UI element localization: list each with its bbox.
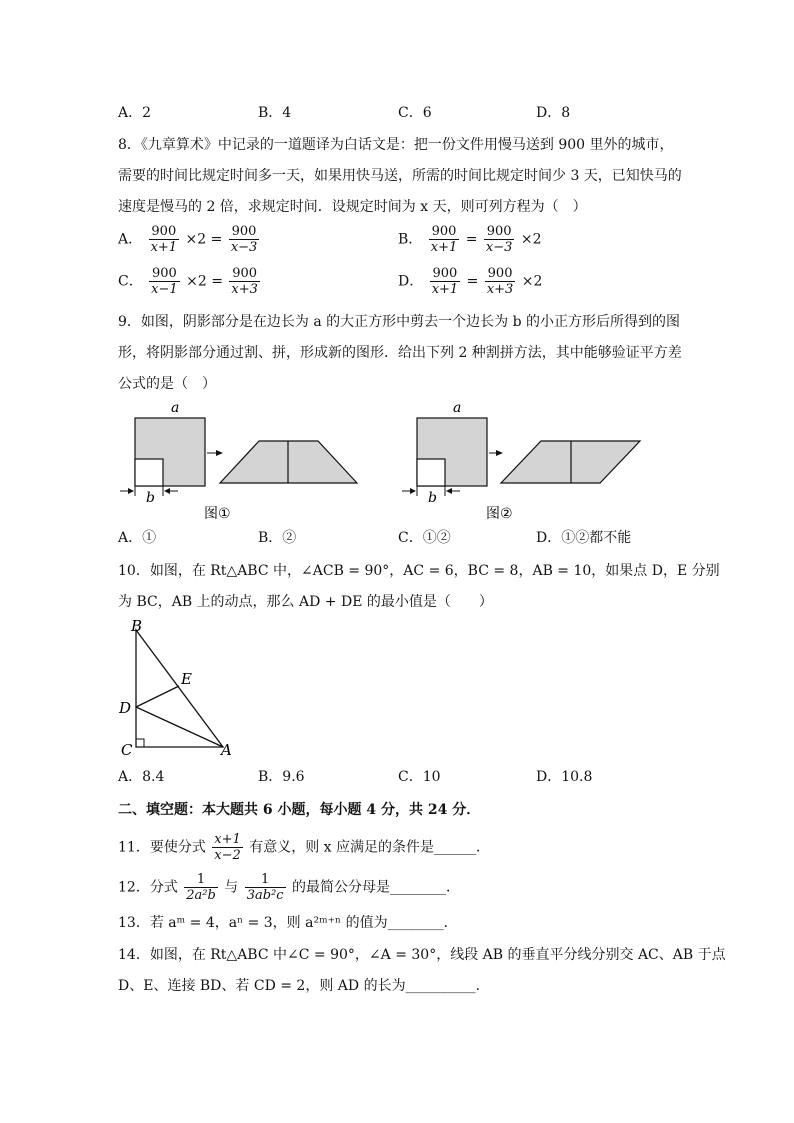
point-b-label: B (131, 617, 143, 635)
fraction (430, 266, 461, 297)
fraction (484, 224, 515, 255)
q12-fraction-1 (184, 872, 218, 903)
numerator: 900 (430, 266, 461, 282)
denominator: x+3 (486, 282, 514, 297)
fraction (485, 266, 516, 297)
q11-suffix: 有意义，则 x 应满足的条件是______． (249, 839, 491, 856)
q10-line-1: 10．如图，在 Rt△ABC 中，∠ACB = 90°，AC = 6，BC = 8，AB = 10，如果点 D，E 分别 (118, 563, 720, 579)
numerator: 900 (485, 266, 516, 282)
denominator: x−1 (151, 282, 178, 297)
small-square-cut (135, 459, 163, 486)
arrow-left-head (410, 488, 416, 494)
q12-prefix: 12．分式 (118, 879, 178, 896)
q8-option-b (398, 224, 541, 255)
q12-middle: 与 (224, 879, 239, 896)
triangle-abc (136, 630, 223, 747)
q13-line: 13．若 aᵐ = 4，aⁿ = 3，则 a²ᵐ⁺ⁿ 的值为________． (118, 915, 458, 931)
numerator: 900 (484, 224, 515, 240)
operator-tail: ×2 (520, 231, 542, 248)
q12-fraction-2 (245, 872, 286, 903)
q8-option-c (118, 266, 262, 297)
small-square-cut (417, 459, 445, 486)
q8-line-2: 需要的时间比规定时间多一天，如果用快马送，所需的时间比规定时间少 3 天，已知快马的 (118, 168, 682, 184)
operator: ×2 = (186, 273, 223, 290)
option-label: C． (118, 273, 143, 290)
q11-line (118, 832, 490, 863)
numerator: 900 (149, 224, 180, 240)
fraction (229, 266, 260, 297)
fraction (229, 224, 260, 255)
q9-figure-1 (118, 398, 368, 528)
transform-arrow-head (216, 450, 223, 456)
denominator: x−3 (485, 240, 513, 255)
operator-tail: ×2 (521, 273, 543, 290)
q10-option-b: B．9.6 (258, 769, 305, 785)
q10-line-2: 为 BC，AB 上的动点，那么 AD + DE 的最小值是（ ） (118, 594, 493, 610)
label-a: a (453, 400, 462, 416)
section-2-title: 二、填空题：本大题共 6 小题，每小题 4 分，共 24 分． (118, 802, 481, 818)
q14-line-2: D、E、连接 BD、若 CD = 2，则 AD 的长为__________. (118, 978, 481, 994)
q9-option-a: A．① (118, 530, 157, 546)
label-b: b (146, 490, 155, 506)
q12-line (118, 872, 460, 903)
q9-option-c: C．①② (398, 530, 451, 546)
q9-line-2: 形，将阴影部分通过割、拼，形成新的图形．给出下列 2 种割拼方法，其中能够验证平方差 (118, 345, 682, 361)
numerator: 900 (229, 224, 260, 240)
denominator: 3ab²c (246, 888, 284, 903)
point-c-label: C (121, 741, 133, 759)
q9-line-1: 9．如图，阴影部分是在边长为 a 的大正方形中剪去一个边长为 b 的小正方形后所得到的图 (118, 314, 681, 330)
q7-option-c: C．6 (398, 105, 432, 121)
numerator: 1 (245, 872, 286, 888)
arrow-right-head (164, 488, 170, 494)
q14-line-1: 14．如图，在 Rt△ABC 中∠C = 90°，∠A = 30°，线段 AB 的垂直平分线分别交 AC、AB 于点 (118, 947, 726, 963)
numerator: 900 (149, 266, 180, 282)
numerator: x+1 (214, 832, 241, 847)
segment-de (136, 686, 179, 707)
q10-option-c: C．10 (398, 769, 441, 785)
segment-ad (136, 707, 223, 747)
q8-line-3: 速度是慢马的 2 倍，求规定时间．设规定时间为 x 天，则可列方程为（ ） (118, 199, 587, 215)
fraction (149, 224, 180, 255)
q7-option-d: D．8 (536, 105, 571, 121)
label-b: b (428, 490, 437, 506)
numerator: 900 (229, 266, 260, 282)
q11-prefix: 11．要使分式 (118, 839, 206, 856)
q8-line-1: 8．《九章算术》中记录的一道题译为白话文是：把一份文件用慢马送到 900 里外的城市， (118, 137, 674, 153)
q9-figure-2 (400, 398, 650, 528)
point-a-label: A (221, 741, 232, 759)
caption-fig-2: 图② (486, 506, 513, 522)
q10-option-d: D．10.8 (536, 769, 593, 785)
denominator: x+1 (430, 240, 458, 255)
fraction (149, 266, 180, 297)
q8-option-a (118, 224, 261, 255)
option-label: D． (398, 273, 424, 290)
denominator: x−3 (230, 240, 258, 255)
fraction (429, 224, 460, 255)
q10-option-a: A．8.4 (118, 769, 165, 785)
option-label: A． (118, 231, 143, 248)
q10-triangle-figure (115, 615, 245, 760)
arrow-left-head (128, 488, 134, 494)
arrow-right-head (446, 488, 452, 494)
transform-arrow-head (496, 450, 503, 456)
q9-option-d: D．①②都不能 (536, 530, 632, 546)
denominator: 2a²b (186, 888, 216, 903)
q7-option-b: B．4 (258, 105, 292, 121)
operator: ×2 = (185, 231, 223, 248)
point-d-label: D (119, 699, 132, 717)
q9-line-3: 公式的是（ ） (118, 376, 216, 392)
label-a: a (171, 400, 180, 416)
denominator: x+1 (431, 282, 459, 297)
numerator: 1 (184, 872, 218, 888)
q11-fraction (212, 832, 243, 863)
denominator: x+3 (231, 282, 258, 297)
q8-option-d (398, 266, 542, 297)
right-angle-mark (136, 739, 144, 747)
option-label: B． (398, 231, 423, 248)
caption-fig-1: 图① (204, 506, 231, 522)
point-e-label: E (181, 670, 192, 688)
numerator: 900 (429, 224, 460, 240)
denominator: x−2 (214, 848, 241, 863)
operator: = (466, 273, 479, 290)
denominator: x+1 (150, 240, 178, 255)
q12-suffix: 的最简公分母是________． (292, 879, 461, 896)
q7-option-a: A．2 (118, 105, 152, 121)
operator: = (465, 231, 478, 248)
q9-option-b: B．② (258, 530, 297, 546)
